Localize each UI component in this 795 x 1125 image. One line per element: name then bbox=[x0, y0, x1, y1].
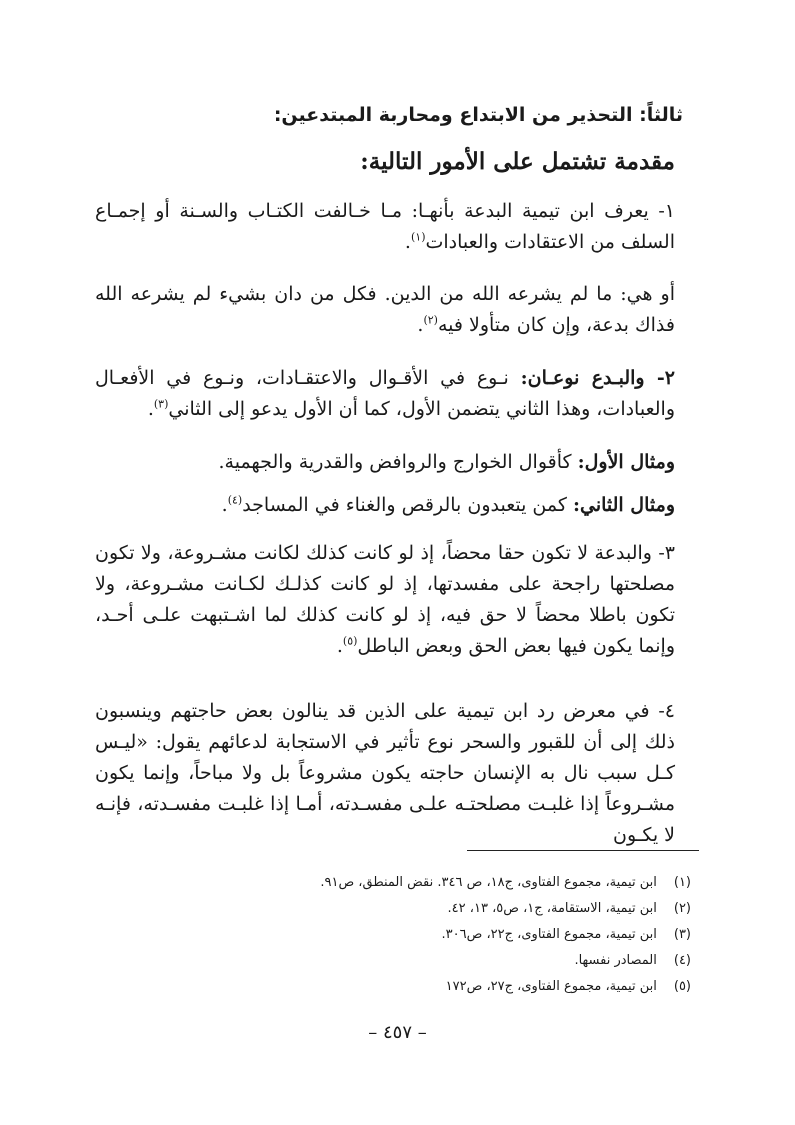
section-subheading: مقدمة تشتمل على الأمور التالية: bbox=[360, 148, 675, 175]
paragraph-example-second: ومثال الثاني: كمن يتعبدون بالرقص والغناء في المساجد$^{(٤)}$. bbox=[221, 493, 675, 516]
footnote-number: (١) bbox=[673, 875, 691, 890]
paragraph-text: ٣- والبدعة لا تكون حقا محضاً، إذ لو كانت كذلك لكانت مشـروعة، ولا تكون مصلحتها راجحة على مفسدتها، إذ لو كانت كذلـك لكـانت مشـروعة، ولا تكون باطلا محضاً لا حق فيه، إذ لو كانت كذلك لما اشـتبهت علـى أحـد، وإنما يكون فيها بعض الحق وبعض الباطل bbox=[95, 542, 675, 657]
paragraph-lead: ٢- والبـدع نوعـان: bbox=[520, 367, 675, 389]
paragraph-text: نـوع في الأقـوال والاعتقـادات، ونـوع في الأفعـال والعبادات، وهذا الثاني يتضمن الأول، كما أن الأول يدعو إلى الثاني bbox=[95, 367, 675, 420]
footnote-item bbox=[131, 896, 691, 922]
paragraph-bid-definition: ١- يعرف ابن تيمية البدعة بأنهـا: مـا خـالفت الكتـاب والسـنة أو إجمـاع السلف من الاعتقادات والعبادات$^{(١)}$. bbox=[95, 200, 675, 253]
footnote-number: (٢) bbox=[673, 901, 691, 916]
paragraph-text: أو هي: ما لم يشرعه الله من الدين. فكل من دان بشيء لم يشرعه الله فذاك بدعة، وإن كان متأولا فيه bbox=[95, 283, 675, 336]
footnote-number: (٥) bbox=[673, 979, 691, 994]
footnote-text: ابن تيمية، مجموع الفتاوى، ج٢٢، ص٣٠٦. bbox=[441, 927, 657, 942]
footnote-text: ابن تيمية، الاستقامة، ج١، ص٥، ١٣، ٤٢. bbox=[447, 901, 657, 916]
footnotes-list bbox=[131, 870, 691, 1000]
footnote-number: (٣) bbox=[673, 927, 691, 942]
section-heading: ثالثاً: التحذير من الابتداع ومحاربة المبتدعين: bbox=[273, 104, 683, 126]
footnote-divider bbox=[467, 850, 699, 851]
paragraph-example-first bbox=[95, 447, 675, 478]
paragraph-lead: ومثال الثاني: bbox=[572, 494, 675, 516]
paragraph-text: ١- يعرف ابن تيمية البدعة بأنهـا: مـا خـالفت الكتـاب والسـنة أو إجمـاع السلف من الاعتقادات والعبادات bbox=[95, 200, 675, 253]
footnote-item bbox=[131, 974, 691, 1000]
footnote-item bbox=[131, 922, 691, 948]
footnote-ref: (١) bbox=[410, 230, 426, 244]
paragraph-text: كمن يتعبدون بالرقص والغناء في المساجد bbox=[242, 494, 573, 516]
footnote-ref: (٢) bbox=[423, 313, 438, 327]
paragraph-bid-nature: ٣- والبدعة لا تكون حقا محضاً، إذ لو كانت كذلك لكانت مشـروعة، ولا تكون مصلحتها راجحة على مفسدتها، إذ لو كانت كذلـك لكـانت مشـروعة، ولا تكون باطلا محضاً لا حق فيه، إذ لو كانت كذلك لما اشـتبهت علـى أحـد، وإنما يكون فيها بعض الحق وبعض الباطل$^{(٥)}$. bbox=[95, 542, 675, 657]
page-number: – ٤٥٧ – bbox=[368, 1022, 427, 1043]
paragraph-graves-magic bbox=[95, 696, 675, 851]
footnote-text: المصادر نفسها. bbox=[574, 953, 657, 968]
footnote-ref: (٥) bbox=[342, 634, 358, 648]
footnote-item bbox=[131, 948, 691, 974]
footnote-text: ابن تيمية، مجموع الفتاوى، ج١٨، ص ٣٤٦. نقض المنطق، ص٩١. bbox=[320, 875, 657, 890]
footnote-text: ابن تيمية، مجموع الفتاوى، ج٢٧، ص١٧٢ bbox=[445, 979, 657, 994]
footnote-ref: (٣) bbox=[153, 397, 169, 411]
footnote-ref: (٤) bbox=[227, 493, 243, 507]
footnote-item bbox=[131, 870, 691, 896]
paragraph-bid-types: ٢- والبـدع نوعـان: نـوع في الأقـوال والاعتقـادات، ونـوع في الأفعـال والعبادات، وهذا الثاني يتضمن الأول، كما أن الأول يدعو إلى الثاني$^{(٣)}$. bbox=[95, 367, 675, 420]
paragraph-lead: ومثال الأول: bbox=[577, 451, 675, 473]
paragraph-bid-alt-definition: أو هي: ما لم يشرعه الله من الدين. فكل من دان بشيء لم يشرعه الله فذاك بدعة، وإن كان متأولا فيه$^{(٢)}$. bbox=[95, 283, 675, 336]
paragraph-text: ٤- في معرض رد ابن تيمية على الذين قد ينالون بعض حاجتهم وينسبون ذلك إلى أن للقبور والسحر نوع تأثير في الاستجابة لدعائهم يقول: «ليـس كـل سبب نال به الإنسان حاجته يكون مشروعاً بل ولا مباحاً، وإنما يكون مشـروعاً إذا غلبـت مصلحتـه علـى مفسـدته، أمـا إذا غلبـت مفسـدته، فإنـه لا يكـون bbox=[95, 700, 675, 846]
footnote-number: (٤) bbox=[673, 953, 691, 968]
paragraph-text: كأقوال الخوارج والروافض والقدرية والجهمية. bbox=[218, 451, 578, 473]
